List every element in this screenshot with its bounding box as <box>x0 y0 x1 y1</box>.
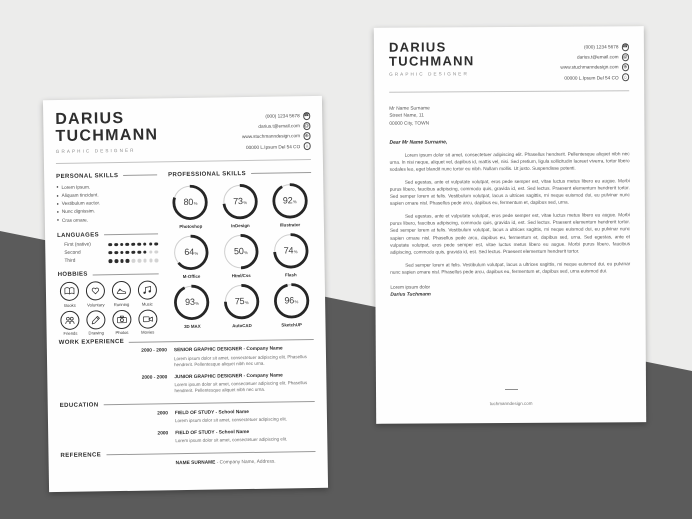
personal-skill-item: ● Cras ornare. <box>57 215 158 225</box>
contact-label: (000) 1234 5678 <box>265 113 300 119</box>
language-row <box>64 258 158 264</box>
hobby-item <box>109 281 133 307</box>
people-icon <box>61 311 80 330</box>
contact-row <box>564 74 629 82</box>
contact-row <box>246 142 311 151</box>
section-work-experience-heading: WORK EXPERIENCE <box>59 336 314 346</box>
contact-label: 00000 L.Ipsum Del 54 CO <box>564 74 619 81</box>
reference-name: NAME SURNAME - Company Name, Address. <box>175 459 276 466</box>
recipient-address <box>389 104 629 128</box>
entry-description: Lorem ipsum dolor sit amet, consectetuer adipiscing elit. Phasellus hendrerit. Pellentesque aliquet nibh nec urna. <box>174 380 308 394</box>
dot-filled <box>154 242 158 246</box>
percent-symbol: % <box>195 301 199 307</box>
resume-name-line1: DARIUS <box>55 109 125 129</box>
section-professional-skills-heading: PROFESSIONAL SKILLS <box>168 170 311 178</box>
contact-label: www.stuchmanndesign.com <box>560 64 619 71</box>
personal-skill-item: ● Nunc dignissim. <box>57 207 158 217</box>
letter-footer <box>376 388 646 411</box>
email-icon: @ <box>621 53 629 61</box>
skill-donut-chart <box>270 280 312 322</box>
video-camera-icon <box>138 309 157 328</box>
personal-skill-item: ● Vestibulum auctor. <box>57 199 158 209</box>
hobby-label: Photos <box>115 330 129 336</box>
timeline-entry <box>60 429 315 447</box>
letter-paragraph: Sed semper lorem at felis. Vestibulum volutpat, lacus a ultrices sagittis, mi neque euismod dui, eu pulvinar nunc sapien ornare nisl. Phasellus pede arcu, dapibus eu, fermentum et, dapibus sed, urna euismod dui. <box>390 260 631 275</box>
skill-donut <box>269 280 313 328</box>
skill-donut-chart <box>170 181 212 223</box>
skill-percent-value: 80 % <box>183 197 198 208</box>
skill-label: AutoCAD <box>232 322 252 329</box>
language-label: Third <box>64 258 76 265</box>
dot-filled <box>126 259 130 263</box>
percent-symbol: % <box>293 249 298 255</box>
skill-donut <box>268 180 312 228</box>
resume-header <box>55 108 311 154</box>
skill-donut-chart <box>220 231 262 273</box>
pencil-icon <box>86 310 105 329</box>
skill-donut-grid <box>168 180 313 329</box>
hobby-item <box>135 281 159 307</box>
resume-page <box>43 96 328 492</box>
letter-header <box>389 39 629 82</box>
contact-label: 00000 L.Ipsum Del 54 CO <box>245 143 301 150</box>
signature: Darius Tuchmann <box>390 292 431 298</box>
section-languages-heading: LANGUAGES <box>57 231 158 239</box>
closing-line: Lorem ipsum dolor <box>390 285 431 291</box>
skill-percent-value: 93 % <box>185 297 199 308</box>
skill-label: SketchUP <box>281 321 302 328</box>
recipient-line: Mr Name Surname <box>389 106 430 112</box>
hand-heart-icon <box>86 282 105 301</box>
hobby-item <box>84 310 108 336</box>
letter-body <box>390 150 631 275</box>
timeline-entry <box>60 409 315 427</box>
letter-header-divider <box>389 90 629 92</box>
contact-label: (000) 1234 5678 <box>583 44 619 50</box>
entry-description: Lorem ipsum dolor sit amet, consectetuer adipiscing elit. Phasellus hendrerit. Pellentesque aliquet nibh nec urna. <box>173 353 307 368</box>
skill-donut <box>268 230 312 278</box>
skill-donut-chart <box>170 231 212 273</box>
percent-symbol: % <box>244 300 249 306</box>
skill-donut <box>219 231 263 279</box>
dot-filled <box>120 242 124 246</box>
hobby-label: Running <box>113 301 130 307</box>
website-icon: ⊕ <box>303 132 311 140</box>
recipient-line: Street Name, 11 <box>389 113 424 119</box>
skill-donut <box>168 181 212 229</box>
entry-date: 2000 - 2000 <box>141 348 167 355</box>
dot-filled <box>149 242 153 246</box>
dot-filled <box>143 242 147 246</box>
website-icon: ⊕ <box>622 63 630 71</box>
percent-symbol: % <box>292 199 297 205</box>
dot-filled <box>114 259 118 263</box>
skill-donut-chart <box>270 230 312 272</box>
dot-filled <box>131 242 135 246</box>
entry-title: FIELD OF STUDY - School Name <box>174 409 249 417</box>
dot-filled <box>143 250 147 254</box>
heading-rule <box>104 401 315 405</box>
entry-date: 2000 <box>157 411 168 417</box>
skill-donut <box>170 281 214 329</box>
dot-filled <box>120 251 124 255</box>
personal-skill-item: ● Aliquam tincidunt. <box>56 190 157 200</box>
section-personal-skills-heading: PERSONAL SKILLS <box>56 172 157 180</box>
percent-symbol: % <box>243 200 247 206</box>
skill-donut-chart <box>221 281 263 323</box>
resume-header-divider <box>56 159 311 164</box>
salutation: Dear Mr Name Surname, <box>389 139 448 146</box>
hobby-label: Movies <box>141 329 155 336</box>
skill-label: Html/Css <box>231 272 251 279</box>
skill-percent-value: 96 % <box>284 295 299 306</box>
contact-row <box>242 132 311 141</box>
skill-percent-value: 92 % <box>282 195 297 206</box>
skill-label: Flash <box>285 272 297 278</box>
location-icon: ⌂ <box>303 142 311 150</box>
hobby-item <box>84 281 108 307</box>
running-shoe-icon <box>112 281 131 300</box>
cover-letter-page <box>374 26 646 424</box>
resume-name-block <box>55 110 158 153</box>
percent-symbol: % <box>244 250 248 256</box>
letter-role: GRAPHIC DESIGNER <box>389 70 469 77</box>
contact-label: darius.t@email.com <box>576 54 619 60</box>
skill-donut-chart <box>269 180 311 222</box>
letter-name-line2: TUCHMANN <box>388 52 475 69</box>
book-icon <box>60 282 79 301</box>
contact-row <box>560 63 629 71</box>
skill-label: InDesign <box>231 222 250 229</box>
section-education-heading: EDUCATION <box>60 399 315 409</box>
skill-donut-chart <box>219 181 261 223</box>
contact-row <box>584 43 629 51</box>
entry-description: Lorem ipsum dolor sit amet, consectetuer adipiscing elit. <box>174 416 288 424</box>
entry-date: 2000 <box>157 430 169 437</box>
entry-title: JUNIOR GRAPHIC DESIGNER - Company Name <box>174 373 283 380</box>
hobby-label: Voluntary <box>87 302 105 308</box>
section-hobbies-heading: HOBBIES <box>58 271 159 279</box>
location-icon: ⌂ <box>622 74 630 82</box>
heading-rule <box>251 172 311 174</box>
recipient-line: 00000 City, TOWN <box>389 121 430 127</box>
skill-donut <box>169 231 213 279</box>
resume-contact-list <box>242 112 311 151</box>
resume-name-line2: TUCHMANN <box>55 126 159 145</box>
dot-filled <box>131 251 135 255</box>
dot-empty <box>143 259 147 263</box>
hobby-item <box>58 282 82 308</box>
language-row <box>64 241 158 247</box>
entry-title: SENIOR GRAPHIC DESIGNER - Company Name <box>173 346 283 354</box>
language-row <box>64 249 158 255</box>
hobby-item <box>110 310 134 336</box>
education-entries <box>60 409 315 447</box>
language-label: First (native) <box>64 242 91 248</box>
heading-rule <box>123 175 157 177</box>
skill-donut <box>218 181 262 229</box>
percent-symbol: % <box>294 299 299 305</box>
dot-filled <box>126 242 130 246</box>
percent-symbol: % <box>194 251 199 257</box>
dot-filled <box>108 243 112 247</box>
language-level-dots <box>108 250 158 254</box>
percent-symbol: % <box>193 201 198 207</box>
skill-percent-value: 64 % <box>184 247 199 258</box>
language-level-dots <box>109 258 159 262</box>
dot-empty <box>149 258 153 262</box>
language-level-dots <box>108 242 158 246</box>
skill-percent-value: 73 % <box>233 196 247 207</box>
skill-label: Illustrator <box>279 221 301 228</box>
timeline-entry <box>59 373 314 397</box>
skill-label: Photoshop <box>179 223 203 229</box>
dot-empty <box>155 258 159 262</box>
skill-percent-value: 50 % <box>233 246 248 257</box>
dot-empty <box>137 259 141 263</box>
dot-filled <box>120 259 124 263</box>
dot-empty <box>155 250 159 254</box>
phone-icon: ☎ <box>621 43 629 51</box>
work-experience-entries <box>59 346 315 396</box>
personal-skill-item: ● Lorem Ipsum. <box>56 182 157 192</box>
entry-date: 2000 - 2000 <box>141 374 168 381</box>
contact-label: darius.t@email.com <box>258 123 300 130</box>
letter-closing <box>390 283 630 299</box>
hobby-label: Books <box>64 302 76 308</box>
email-icon: @ <box>303 122 311 130</box>
languages-list <box>57 241 158 264</box>
footer-rule <box>504 388 517 389</box>
camera-icon <box>112 310 131 329</box>
music-notes-icon <box>137 281 156 300</box>
heading-rule <box>106 451 315 455</box>
dot-filled <box>108 251 112 255</box>
contact-row <box>577 53 629 61</box>
section-reference-heading: REFERENCE <box>60 448 315 458</box>
contact-row <box>265 112 310 120</box>
dot-filled <box>109 259 113 263</box>
hobby-label: Friends <box>63 331 78 337</box>
heading-rule <box>104 234 158 236</box>
hobby-item <box>135 309 159 335</box>
language-label: Second <box>64 250 81 256</box>
footer-website: tuchmanndesign.com <box>489 400 533 407</box>
contact-row <box>258 122 310 130</box>
dot-filled <box>126 251 130 255</box>
letter-paragraph: Lorem ipsum dolor sit amet, consectetuer adipiscing elit. Phasellus hendrerit. Pellentesque aliquet nibh nec urna. In nisi neque, aliquet vel, dapibus id, mattis vel, nisi. Sed pretium, ligula sollicitudin laoreet viverra, tortor libero sodales leo, eget blandit nunc tortor eu nibh. Nullam mollis. Ut justo. Suspendisse potenti. <box>389 151 630 172</box>
entry-description: Lorem ipsum dolor sit amet, consectetuer adipiscing elit. <box>175 436 288 444</box>
heading-rule <box>93 273 159 275</box>
personal-skills-list <box>56 182 158 225</box>
letter-paragraph: Sed egestas, ante et vulputate volutpat, eros pede semper est, vitae luctus metus libero eu augue. Morbi purus libero, faucibus adipiscing, commodo quis, gravida id, est. Sed lectus. Praesent elementum hendrerit tortor. Sed semper lorem at felis. Vestibulum volutpat, lacus a ultrices sagittis, mi neque euismod dui, eu pulvinar nunc sapien ornare nisl. Phasellus pede arcu, dapibus eu, fermentum et, dapibus sed, urna. Sed egestas, ante et vulputate volutpat, eros pede semper est, vitae luctus metus libero eu augue. Morbi purus libero, faucibus adipiscing, commodo quis, gravida id, est. Sed lectus. Praesent elementum hendrerit tortor. <box>389 212 631 255</box>
letter-paragraph: Sed egestas, ante et vulputate volutpat, eros pede semper est, vitae luctus metus libero eu augue. Morbi purus libero, faucibus adipiscing, commodo quis, gravida id, est. Sed lectus. Praesent elementum hendrerit tortor. Sed semper lorem at felis. Vestibulum volutpat, lacus a ultrices sagittis, mi neque euismod dui, eu pulvinar nunc sapien ornare nisl. Phasellus pede arcu, dapibus eu, fermentum et, dapibus sed, urna. <box>389 178 630 207</box>
heading-rule <box>129 339 314 343</box>
skill-label: 3D MAX <box>183 323 201 329</box>
timeline-entry <box>59 346 314 370</box>
skill-label: M-Office <box>182 273 201 279</box>
resume-role: GRAPHIC DESIGNER <box>55 147 136 154</box>
skill-donut-chart <box>171 281 213 323</box>
hobby-item <box>58 310 82 336</box>
letter-name-line1: DARIUS <box>388 39 447 55</box>
hobbies-grid <box>58 281 160 337</box>
letter-contact-list <box>560 43 629 81</box>
letter-name-block <box>389 40 475 76</box>
skill-percent-value: 75 % <box>234 296 249 307</box>
reference-entry <box>61 458 316 469</box>
skill-percent-value: 74 % <box>283 245 298 256</box>
dot-empty <box>132 259 136 263</box>
dot-filled <box>137 242 141 246</box>
dot-filled <box>114 243 118 247</box>
hobby-label: Music <box>141 301 153 307</box>
contact-label: www.stuchmanndesign.com <box>241 133 301 140</box>
dot-filled <box>137 250 141 254</box>
entry-title: FIELD OF STUDY - School Name <box>175 429 250 436</box>
dot-filled <box>114 251 118 255</box>
reference-detail: - Company Name, Address. <box>215 459 276 466</box>
hobby-label: Drawing <box>88 330 104 336</box>
phone-icon: ☎ <box>303 112 311 120</box>
dot-empty <box>149 250 153 254</box>
skill-donut <box>219 281 263 329</box>
